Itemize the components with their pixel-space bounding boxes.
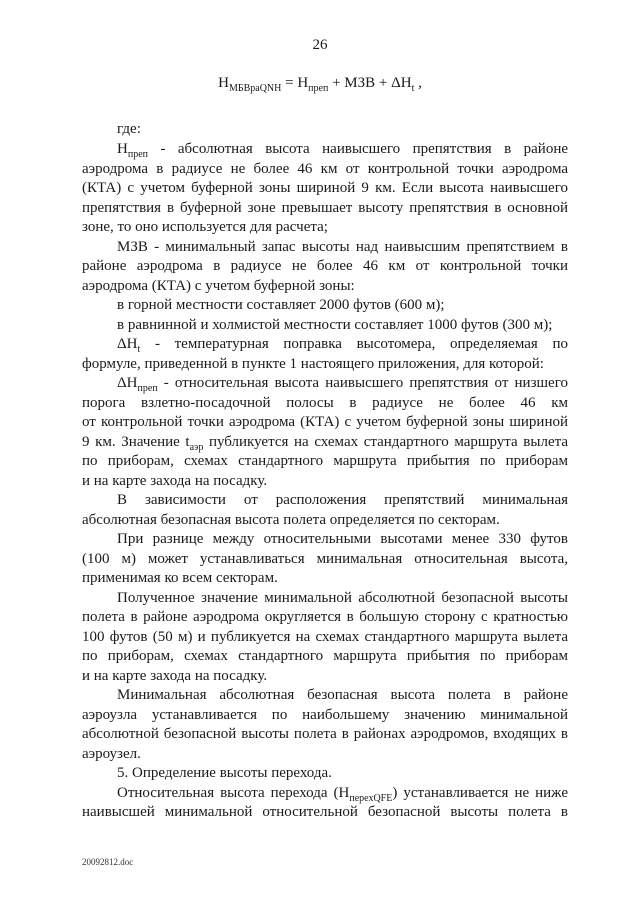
text-line: зоне, то оно используется для расчета;: [82, 219, 328, 235]
text-line: применимая ко всем секторам.: [82, 570, 278, 586]
text-line: МЗВ - минимальный запас высоты над наивысшим препятствием в: [117, 239, 568, 255]
text-line: абсолютной безопасной высоты полета в районах аэродромов, входящих в: [82, 726, 568, 742]
text-line: 100 футов (50 м) и публикуется на схемах стандартного маршрута вылета: [82, 629, 568, 645]
text-line: по приборам, схемах стандартного маршрута прибытия по приборам: [82, 648, 568, 664]
text-line: (100 м) может устанавливаться минимальная относительная высота,: [82, 551, 568, 567]
footer-filename: 20092812.doc: [82, 857, 134, 867]
formula-rhs-sub: преп: [308, 83, 329, 94]
text-line: Минимальная абсолютная безопасная высота полета в районе: [117, 687, 568, 703]
text-line: препятствия в буферной зоне превышает высоту препятствия в основной: [82, 200, 568, 216]
formula-eq: = H: [281, 75, 309, 91]
section-heading: 5. Определение высоты перехода.: [117, 765, 332, 781]
formula-tail: ,: [414, 75, 422, 91]
text-line: Полученное значение минимальной абсолютной безопасной высоты: [117, 590, 568, 606]
formula-line: [0, 74, 640, 93]
text-line: порога взлетно-посадочной полосы в радиусе не более 46 км: [82, 395, 568, 411]
text-line: формуле, приведенной в пункте 1 настоящего приложения, для которой:: [82, 356, 544, 372]
text-line: полета в районе аэродрома округляется в большую сторону с кратностью: [82, 609, 568, 625]
text-line: абсолютная безопасная высота полета определяется по секторам.: [82, 512, 500, 528]
formula-plus: + МЗВ + ΔH: [328, 75, 412, 91]
text-line: аэроузел.: [82, 746, 141, 762]
text-line: и на карте захода на посадку.: [82, 473, 268, 489]
text-line: (КТА) с учетом буферной зоны шириной 9 км. Если высота наивысшего: [82, 180, 568, 196]
text-line: в равнинной и холмистой местности составляет 1000 футов (300 м);: [117, 317, 553, 333]
text-line: $\Delta H_t$ - температурная поправка высотомера, определяемая по: [117, 336, 568, 355]
formula-lhs-sub: МБВраQNH: [228, 83, 282, 94]
text-line: районе аэродрома в радиусе не более 46 км от контрольной точки: [82, 258, 568, 274]
text-line: В зависимости от расположения препятствий минимальная: [117, 492, 568, 508]
text-line: 9 км. Значение $t_{аэр}$ публикуется на схемах стандартного маршрута вылета: [82, 434, 569, 453]
text-line: Относительная высота перехода $(H_{перехQFE})$ устанавливается не ниже: [117, 785, 568, 804]
text-line: аэродрома (КТА) с учетом буферной зоны:: [82, 278, 355, 294]
where-label: где:: [117, 121, 141, 137]
text-line: в горной местности составляет 2000 футов (600 м);: [117, 297, 445, 313]
formula-dt-sub: t: [411, 83, 415, 94]
text-line: по приборам, схемах стандартного маршрута прибытия по приборам: [82, 453, 568, 469]
text-line: от контрольной точки аэродрома (КТА) с учетом буферной зоны шириной: [82, 414, 568, 430]
formula-lhs: H: [218, 75, 229, 91]
text-line: и на карте захода на посадку.: [82, 668, 268, 684]
text-line: аэроузла устанавливается по наибольшему значению минимальной: [82, 707, 568, 723]
text-line: аэродрома в радиусе не более 46 км от контрольной точки аэродрома: [82, 161, 568, 177]
text-line: $H_{преп}$ - абсолютная высота наивысшего препятствия в районе: [117, 141, 568, 160]
text-line: $\Delta H_{преп}$ - относительная высота наивысшего препятствия от низшего: [117, 375, 568, 394]
text-line: При разнице между относительными высотами менее 330 футов: [117, 531, 568, 547]
text-line: наивысшей минимальной относительной безопасной высоты полета в: [82, 804, 568, 820]
page-number: 26: [312, 37, 328, 53]
